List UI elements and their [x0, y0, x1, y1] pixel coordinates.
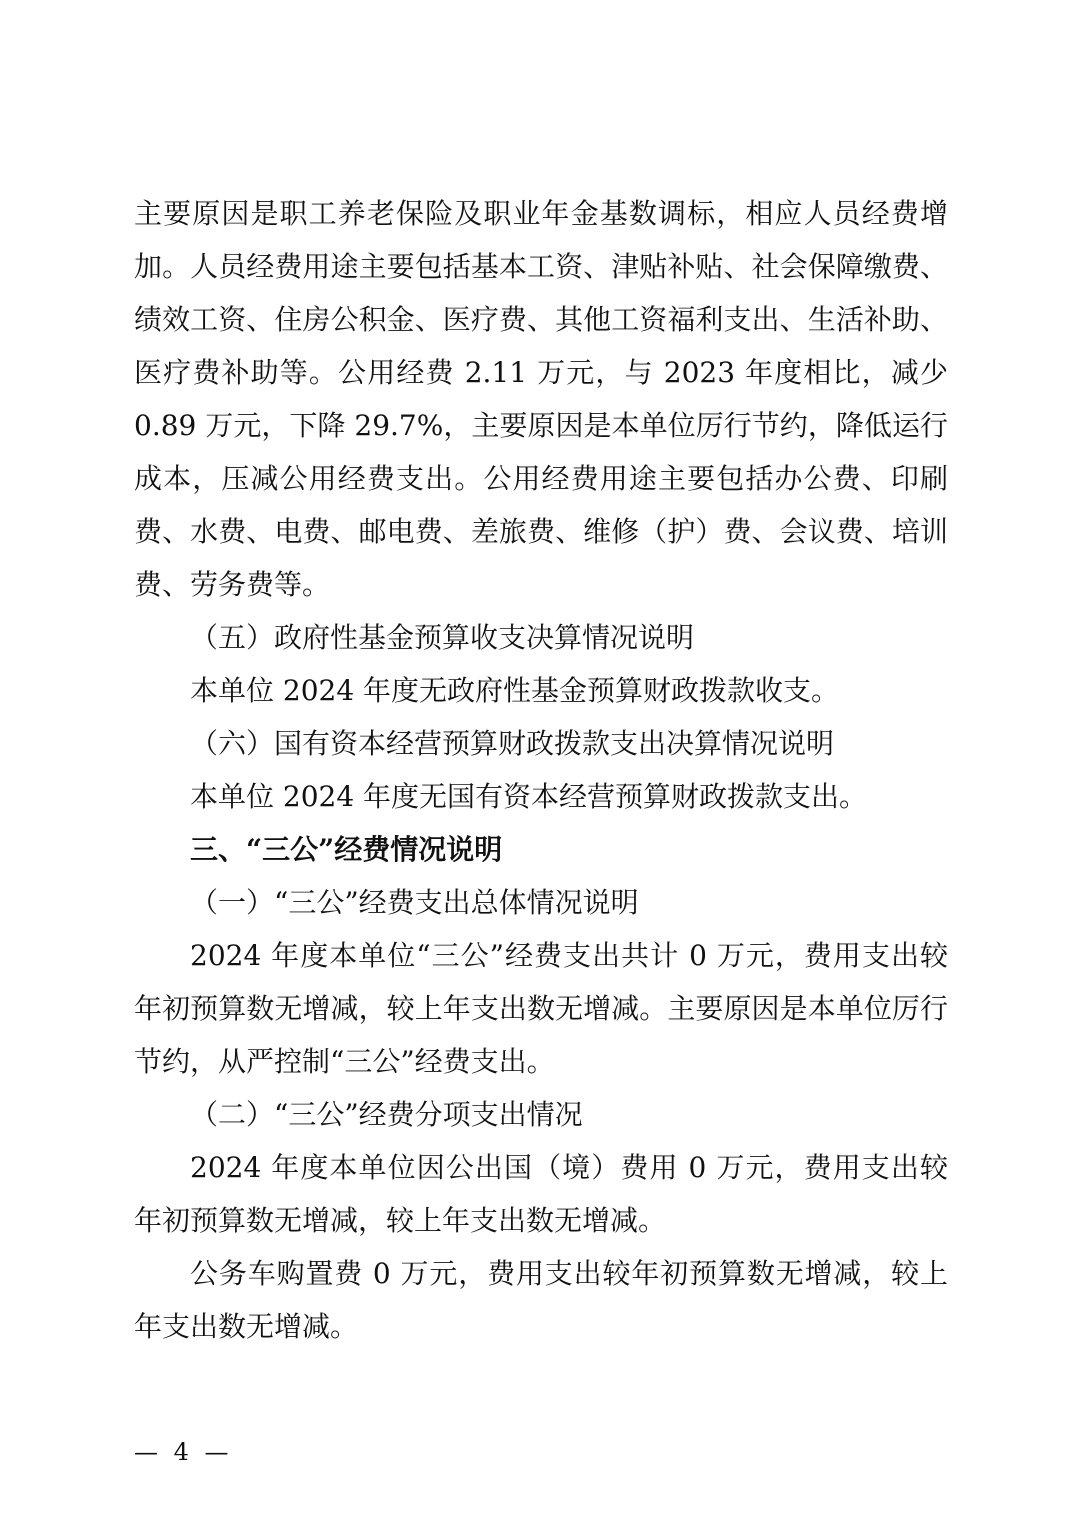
heading-state-capital-budget: （六）国有资本经营预算财政拨款支出决算情况说明	[190, 727, 835, 760]
paragraph-overseas-travel-expense: 2024 年度本单位因公出国（境）费用 0 万元，费用支出较年初预算数无增减，较上年支出数无增减。	[134, 1151, 948, 1237]
paragraph-three-public-overall: 2024 年度本单位“三公”经费支出共计 0 万元，费用支出较年初预算数无增减，较上年支出数无增减。主要原因是本单位厉行节约，从严控制“三公”经费支出。	[134, 939, 948, 1078]
heading-three-public-itemized: （二）“三公”经费分项支出情况	[190, 1098, 583, 1131]
document-body	[134, 187, 948, 1353]
page-number: — 4 —	[134, 1438, 233, 1466]
paragraph-government-fund-budget: 本单位 2024 年度无政府性基金预算财政拨款收支。	[190, 674, 840, 707]
heading-three-public-overall: （一）“三公”经费支出总体情况说明	[190, 886, 639, 919]
paragraph-vehicle-purchase-expense: 公务车购置费 0 万元，费用支出较年初预算数无增减，较上年支出数无增减。	[134, 1257, 948, 1343]
heading-government-fund-budget: （五）政府性基金预算收支决算情况说明	[190, 621, 695, 654]
paragraph-state-capital-budget: 本单位 2024 年度无国有资本经营预算财政拨款支出。	[190, 780, 868, 813]
section-heading-three-public-expenses: 三、“三公”经费情况说明	[190, 833, 503, 866]
paragraph-staff-and-public-expenses: 主要原因是职工养老保险及职业年金基数调标，相应人员经费增加。人员经费用途主要包括基本工资、津贴补贴、社会保障缴费、绩效工资、住房公积金、医疗费、其他工资福利支出、生活补助、医疗费补助等。公用经费 2.11 万元，与 2023 年度相比，减少 0.89 万元，下降 29.7%，主要原因是本单位厉行节约，降低运行成本，压减公用经费支出。公用经费用途主要包括办公费、印刷费、水费、电费、邮电费、差旅费、维修（护）费、会议费、培训费、劳务费等。	[134, 197, 948, 601]
